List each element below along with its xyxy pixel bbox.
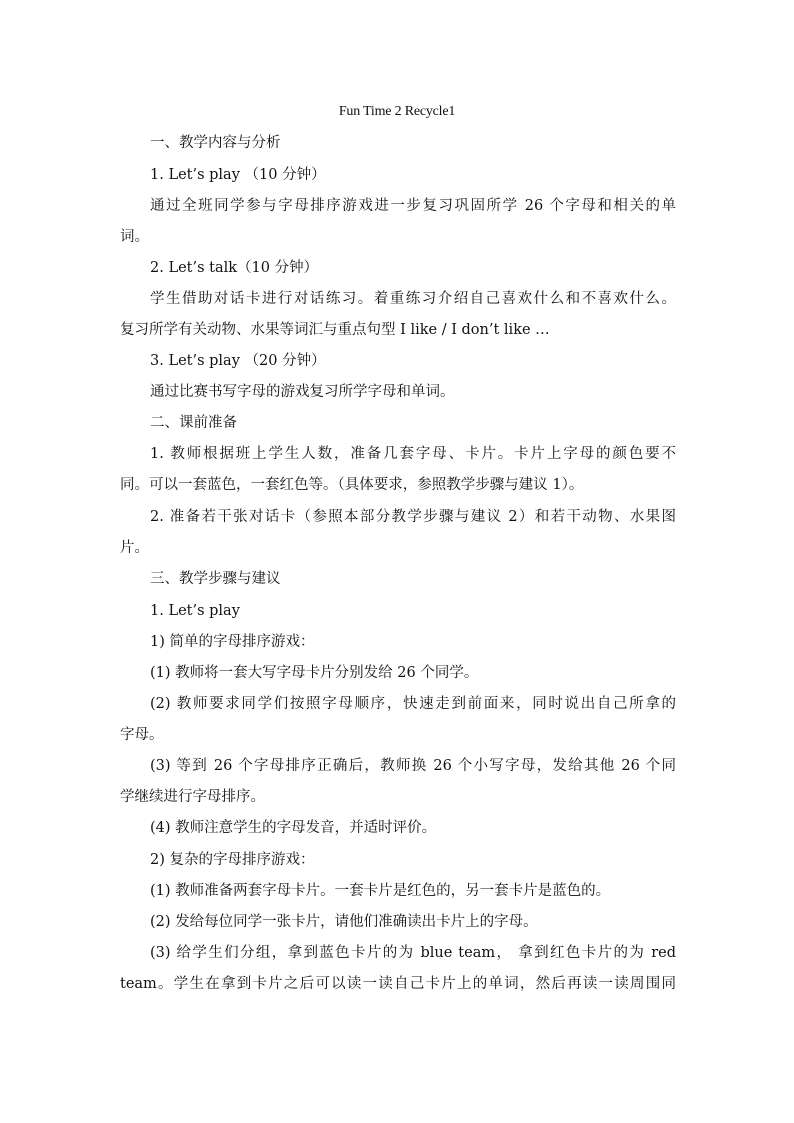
paragraph-line: 复习所学有关动物、水果等词汇与重点句型 I like / I don’t like … [120, 322, 550, 338]
paragraph-line: team。学生在拿到卡片之后可以读一读自己卡片上的单词，然后再读一读周围同 [120, 976, 676, 992]
paragraph-line: 学生借助对话卡进行对话练习。着重练习介绍自己喜欢什么和不喜欢什么。 [150, 291, 676, 307]
paragraph-line: 词。 [120, 229, 149, 245]
paragraph-line: 3. Let’s play （20 分钟） [150, 353, 326, 369]
paragraph-line: (3) 等到 26 个字母排序正确后，教师换 26 个小写字母，发给其他 26 个同 [150, 758, 676, 774]
section-heading-3: 三、教学步骤与建议 [150, 571, 281, 587]
paragraph-line: 同。可以一套蓝色，一套红色等。（具体要求，参照教学步骤与建议 1）。 [120, 477, 584, 493]
paragraph-line: 1. Let’s play （10 分钟） [150, 167, 326, 183]
paragraph-line: 2) 复杂的字母排序游戏： [150, 852, 315, 868]
paragraph-line: 1) 简单的字母排序游戏： [150, 634, 315, 650]
paragraph-line: 字母。 [120, 727, 164, 743]
paragraph-line: 通过比赛书写字母的游戏复习所学字母和单词。 [150, 384, 455, 400]
paragraph-line: (2) 教师要求同学们按照字母顺序，快速走到前面来，同时说出自己所拿的 [150, 696, 676, 712]
document-title: Fun Time 2 Recycle1 [338, 104, 456, 119]
section-heading-2: 二、课前准备 [150, 415, 237, 431]
paragraph-line: 1. Let’s play [150, 603, 240, 619]
paragraph-line: (1) 教师将一套大写字母卡片分别发给 26 个同学。 [150, 665, 479, 681]
paragraph-line: (1) 教师准备两套字母卡片。一套卡片是红色的，另一套卡片是蓝色的。 [150, 883, 611, 899]
section-heading-1: 一、教学内容与分析 [150, 135, 281, 151]
paragraph-line: 通过全班同学参与字母排序游戏进一步复习巩固所学 26 个字母和相关的单 [150, 198, 676, 214]
paragraph-line: (2) 发给每位同学一张卡片，请他们准确读出卡片上的字母。 [150, 914, 538, 930]
paragraph-line: 1. 教师根据班上学生人数，准备几套字母、卡片。卡片上字母的颜色要不 [150, 446, 676, 462]
paragraph-line: 2. 准备若干张对话卡（参照本部分教学步骤与建议 2）和若干动物、水果图 [150, 509, 676, 525]
paragraph-line: (4) 教师注意学生的字母发音，并适时评价。 [150, 820, 437, 836]
paragraph-line: 片。 [120, 540, 149, 556]
paragraph-line: (3) 给学生们分组，拿到蓝色卡片的为 blue team， 拿到红色卡片的为 red [150, 945, 676, 961]
paragraph-line: 学继续进行字母排序。 [120, 789, 265, 805]
paragraph-line: 2. Let’s talk（10 分钟） [150, 260, 319, 276]
